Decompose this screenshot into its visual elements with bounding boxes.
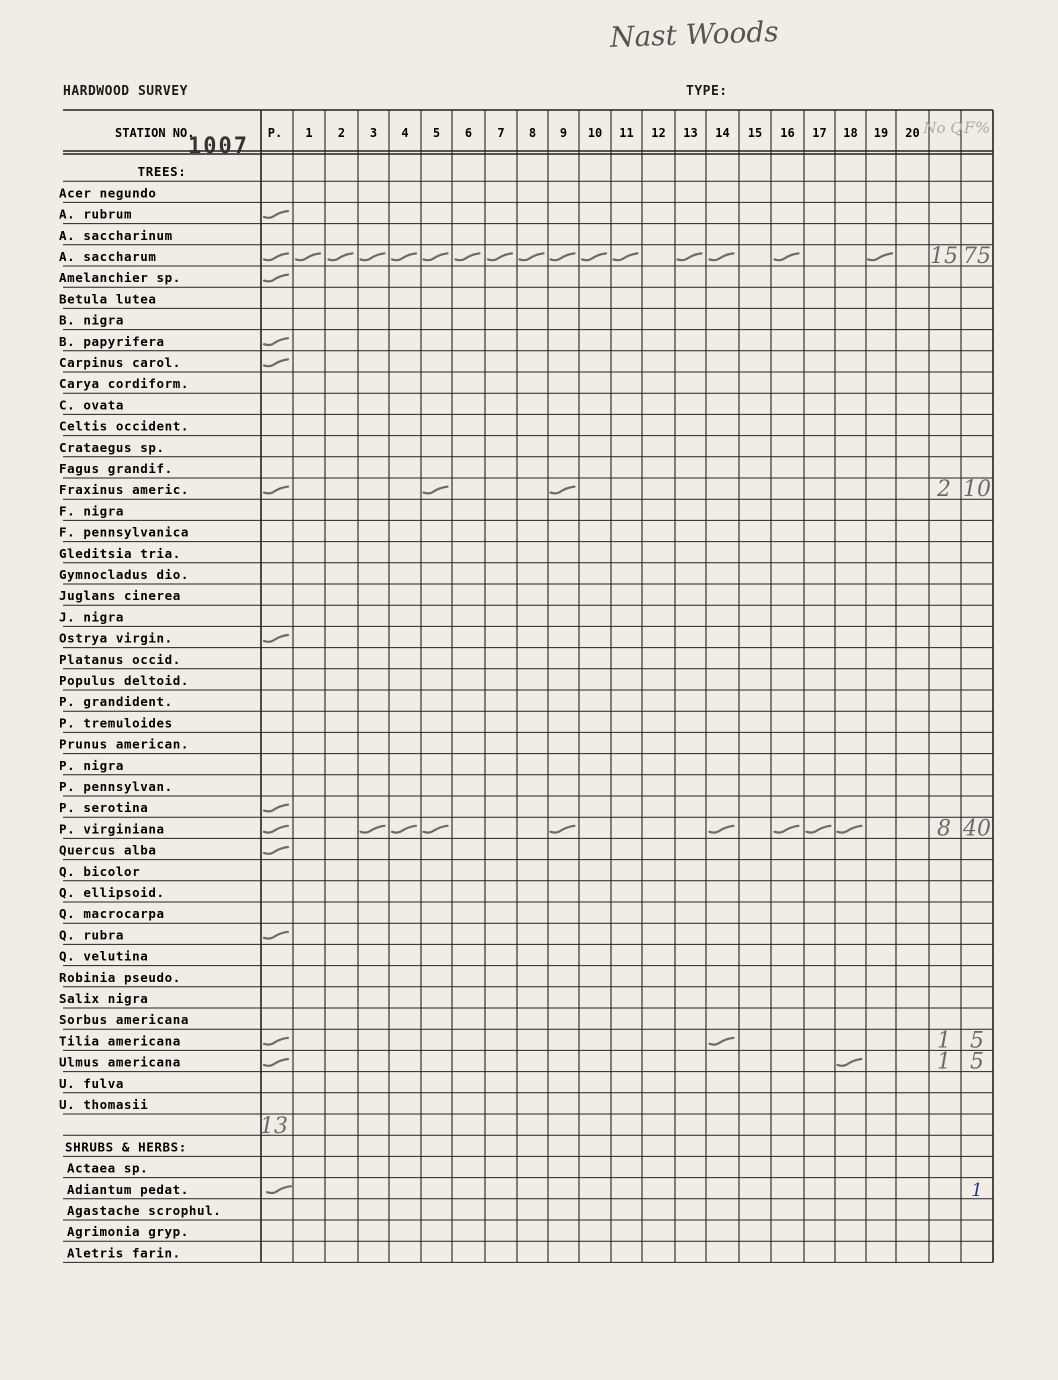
tree-name: Populus deltoid. [59, 673, 190, 688]
column-header-12: 12 [651, 126, 666, 140]
column-header-4: 4 [401, 126, 409, 140]
station-check-mark [361, 826, 385, 833]
station-check-mark [868, 253, 892, 260]
p-column-header: P. [267, 126, 283, 140]
tree-name: Fraxinus americ. [59, 482, 190, 498]
shrubs-heading: SHRUBS & HERBS: [65, 1139, 187, 1155]
tree-name: Robinia pseudo. [59, 969, 181, 985]
tree-name: A. saccharinum [59, 227, 173, 243]
tree-name: Q. macrocarpa [59, 906, 165, 922]
column-header-19: 19 [873, 126, 889, 140]
p-check-mark [264, 847, 288, 854]
p-check-mark [264, 275, 288, 282]
station-check-mark [329, 253, 353, 260]
no-count: 2 [937, 477, 951, 503]
station-number: 1007 [188, 134, 249, 159]
p-check-mark [264, 826, 288, 833]
column-header-17: 17 [812, 126, 827, 140]
station-check-mark [775, 253, 799, 260]
station-check-mark [296, 253, 320, 260]
p-check-mark [264, 253, 288, 260]
tree-name: Tilia americana [59, 1033, 181, 1049]
tree-name: Sorbus americana [59, 1012, 190, 1028]
column-header-1: 1 [305, 126, 313, 140]
tree-name: Q. rubra [59, 927, 125, 943]
station-check-mark [807, 826, 831, 833]
p-check-mark [264, 932, 288, 939]
tree-name: P. grandident. [59, 694, 173, 710]
station-check-mark [710, 826, 734, 833]
shrub-name: Aletris farin. [67, 1245, 181, 1261]
tree-name: P. serotina [59, 800, 149, 816]
p-check-mark [264, 359, 288, 366]
f-percent: 75 [963, 244, 991, 269]
trees-heading: TREES: [137, 164, 187, 180]
column-header-11: 11 [619, 126, 634, 140]
station-check-mark [582, 253, 606, 260]
p-check-mark [264, 338, 288, 345]
column-header-7: 7 [497, 126, 505, 140]
p-check-mark [267, 1186, 291, 1193]
station-check-mark [456, 253, 480, 260]
p-check-mark [264, 805, 288, 812]
p-check-mark [264, 635, 288, 642]
tree-name: P. pennsylvan. [59, 779, 173, 794]
column-header-20: 20 [905, 126, 920, 140]
tree-name: B. nigra [59, 312, 125, 328]
survey-title: HARDWOOD SURVEY [63, 84, 188, 99]
tree-name: Carya cordiform. [59, 376, 190, 392]
tree-name: Betula lutea [59, 291, 157, 307]
tree-name: Q. ellipsoid. [59, 885, 165, 900]
no-count: 1 [937, 1049, 951, 1075]
tree-name: P. nigra [59, 757, 125, 773]
column-header-5: 5 [432, 126, 441, 140]
column-header-13: 13 [683, 126, 698, 140]
tree-name: Q. bicolor [59, 863, 141, 879]
tree-name: Carpinus carol. [59, 355, 181, 370]
station-label: STATION NO. [115, 126, 195, 140]
station-check-mark [838, 826, 862, 833]
station-check-mark [424, 826, 448, 833]
f-percent: 5 [970, 1028, 984, 1054]
column-header-15: 15 [747, 126, 763, 140]
tree-name: P. tremuloides [59, 715, 173, 731]
station-check-mark [614, 253, 638, 260]
tree-name: Fagus grandif. [59, 461, 173, 476]
station-check-mark [488, 253, 512, 260]
tree-name: J. nigra [59, 609, 125, 625]
tree-name: B. papyrifera [59, 333, 165, 349]
f-percent: 1 [971, 1179, 983, 1201]
tree-name: A. rubrum [59, 206, 133, 222]
tree-total: 13 [260, 1114, 288, 1140]
tree-name: Q. velutina [59, 948, 149, 964]
grid-lines [63, 110, 993, 1262]
f-percent: 5 [970, 1049, 984, 1075]
tree-name: Acer negundo [59, 185, 157, 201]
station-check-mark [424, 487, 448, 494]
tree-name: P. virginiana [59, 821, 165, 837]
tree-name: Juglans cinerea [59, 588, 181, 604]
shrub-name: Actaea sp. [67, 1160, 149, 1176]
tree-name: Platanus occid. [59, 651, 181, 667]
column-header-18: 18 [843, 126, 858, 140]
tree-name: Gleditsia tria. [59, 545, 181, 561]
column-header-9: 9 [559, 126, 568, 140]
column-header-3: 3 [369, 126, 378, 140]
column-header-16: 16 [780, 126, 795, 140]
tree-name: Prunus american. [59, 736, 190, 752]
station-check-mark [424, 253, 448, 260]
shrub-name: Adiantum pedat. [67, 1181, 189, 1197]
shrub-name: Agastache scrophul. [67, 1203, 222, 1218]
column-header-10: 10 [587, 126, 603, 140]
tree-name: Quercus alba [59, 842, 157, 858]
station-check-mark [551, 487, 575, 494]
tree-name: Salix nigra [59, 991, 149, 1006]
station-check-mark [392, 826, 416, 833]
tree-name: F. pennsylvanica [59, 524, 190, 540]
tree-name: Gymnocladus dio. [59, 567, 190, 582]
station-check-mark [520, 253, 544, 260]
no-count: 1 [937, 1028, 951, 1054]
station-check-mark [551, 253, 575, 260]
p-check-mark [264, 211, 288, 218]
grid-labels [59, 118, 991, 1260]
no-count: 15 [930, 244, 958, 269]
tree-name: Ulmus americana [59, 1054, 181, 1070]
station-check-mark [361, 253, 385, 260]
station-check-mark [551, 826, 575, 833]
station-check-mark [678, 253, 702, 260]
p-check-mark [264, 487, 288, 494]
tree-name: U. fulva [59, 1075, 125, 1091]
tree-name: Amelanchier sp. [59, 270, 181, 286]
tree-name: F. nigra [59, 503, 125, 519]
column-header-2: 2 [337, 126, 346, 140]
p-check-mark [264, 1059, 288, 1066]
tree-name: C. ovata [59, 397, 125, 413]
column-header-6: 6 [464, 126, 473, 140]
tree-name: Ostrya virgin. [59, 630, 173, 646]
column-header-8: 8 [528, 126, 537, 140]
column-header-14: 14 [715, 126, 730, 140]
tree-name: U. thomasii [59, 1097, 149, 1112]
tree-name: A. saccharum [59, 249, 157, 264]
no-count: 8 [937, 816, 951, 842]
f-percent: 10 [963, 477, 991, 503]
station-check-mark [710, 253, 734, 260]
handwritten-title: Nast Woods [609, 15, 780, 54]
type-label: TYPE: [686, 84, 728, 99]
tree-name: Crataegus sp. [59, 439, 165, 455]
f-percent: 40 [963, 816, 991, 842]
station-check-mark [392, 253, 416, 260]
no-column-header: No Q [923, 119, 963, 137]
p-check-mark [264, 1038, 288, 1045]
station-check-mark [775, 826, 799, 833]
station-check-mark [710, 1038, 734, 1045]
f-percent-column-header: F% [963, 118, 991, 137]
station-check-mark [838, 1059, 862, 1066]
tree-name: Celtis occident. [59, 418, 190, 434]
shrub-name: Agrimonia gryp. [67, 1224, 189, 1240]
